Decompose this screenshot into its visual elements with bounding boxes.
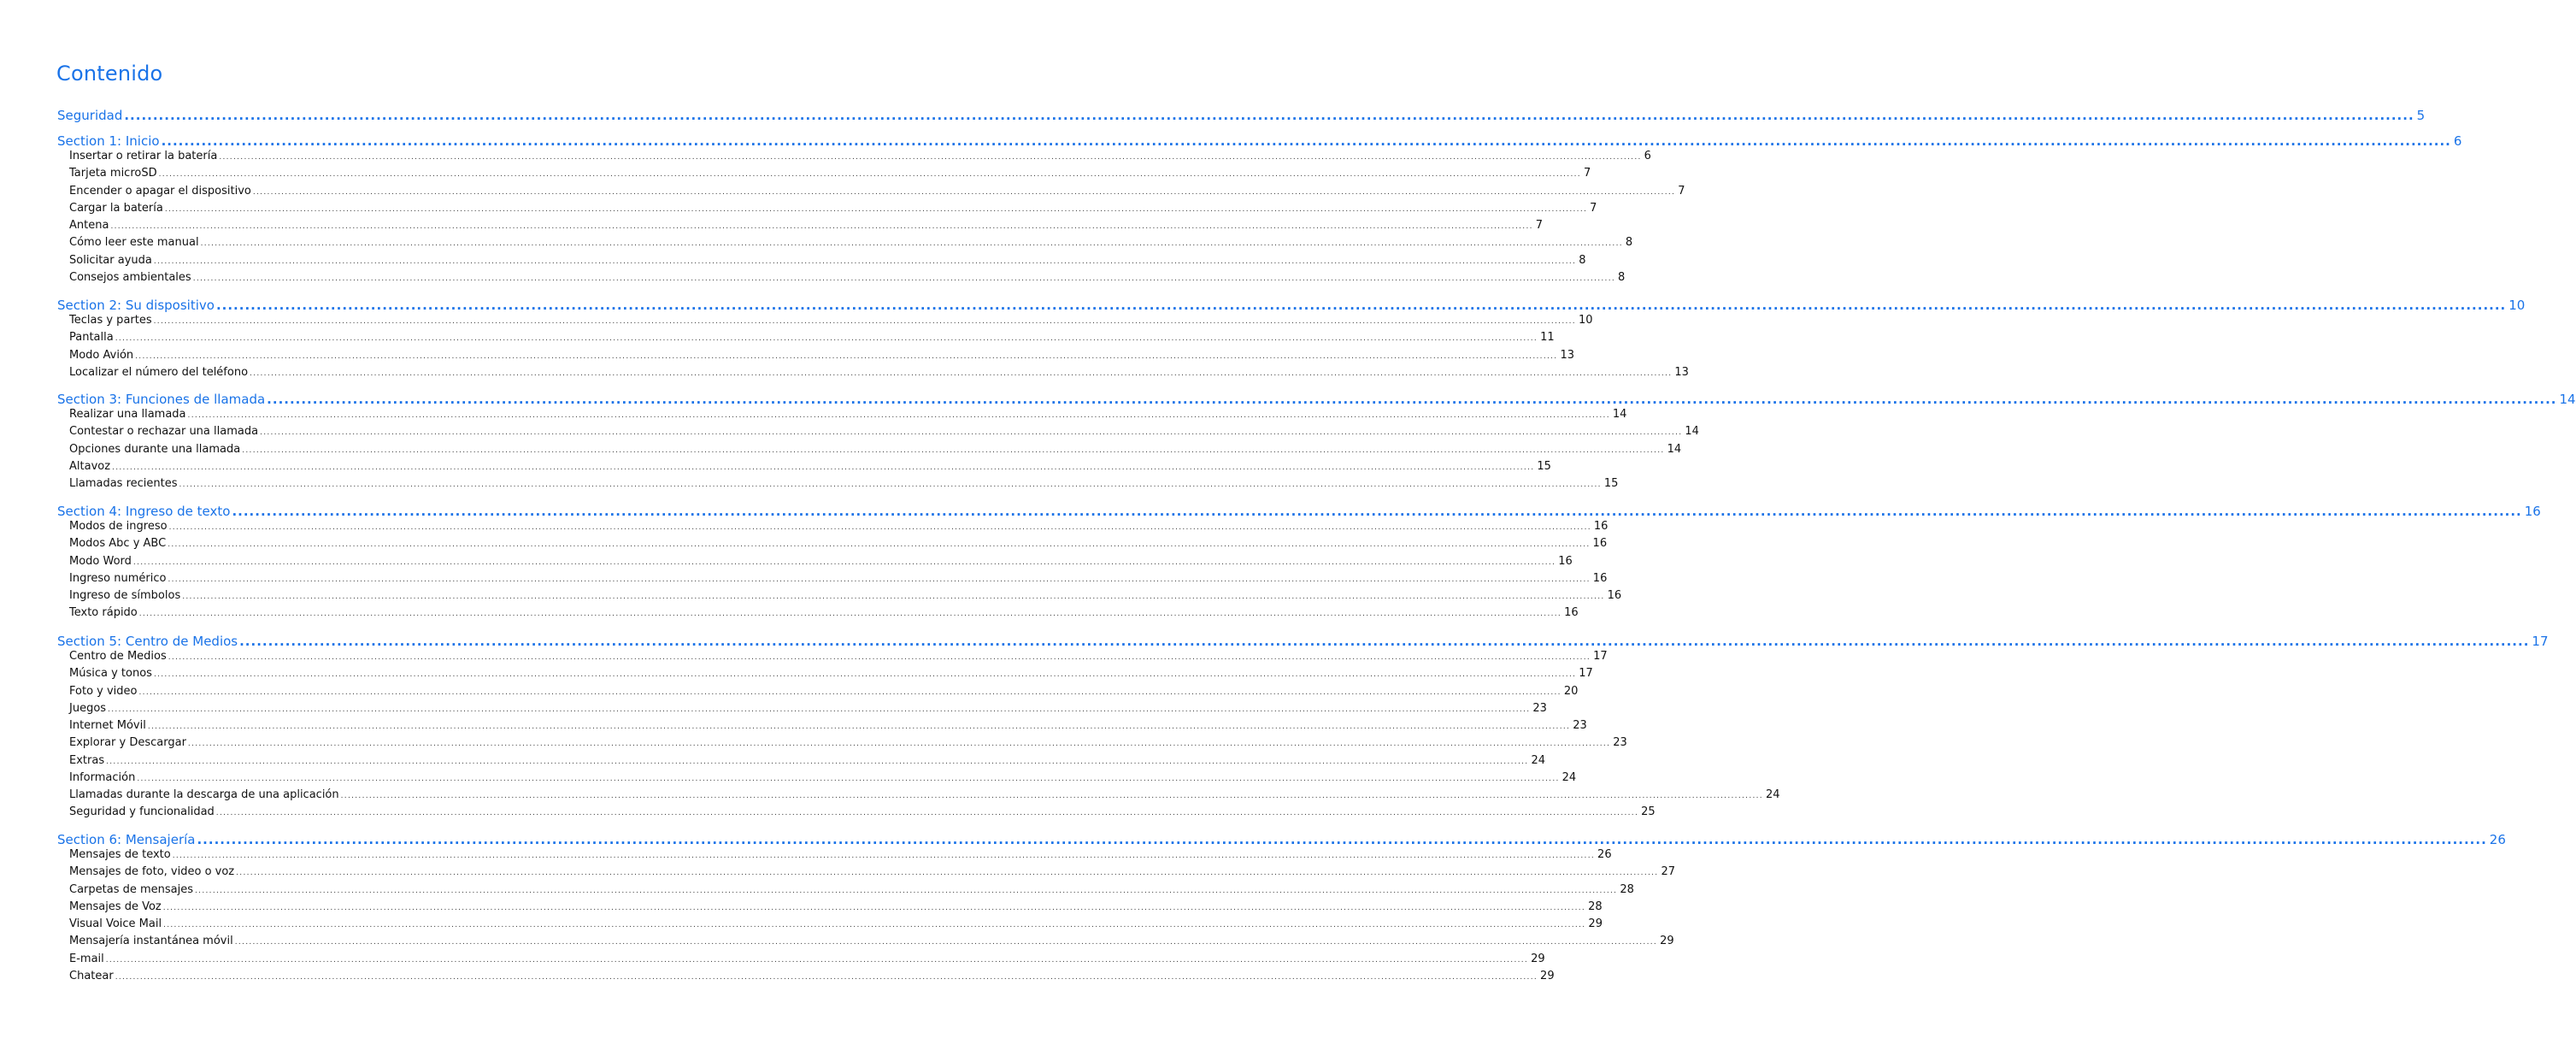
subsection-title: Carpetas de mensajes [69, 882, 194, 896]
subsection-title: Música y tonos [69, 667, 152, 681]
dot-leader: ................................................................................................................................................................................................................................................................................................................................................................................................................ [179, 481, 1602, 489]
subsection-title: Seguridad y funcionalidad [69, 805, 215, 819]
section-title: Section 1: Inicio [57, 133, 160, 149]
subsection-page-number: 20 [1563, 684, 1579, 698]
section-page-number: 10 [2508, 298, 2526, 313]
dot-leader: ................................................................................................................................................................................................................................................................................................................................................................................................................ [215, 298, 2507, 313]
subsection-page-number: 16 [1592, 571, 1608, 585]
subsection-page-number: 24 [1531, 753, 1545, 767]
toc-section-entry[interactable] [0, 831, 2506, 848]
subsection-title: Modo Avión [69, 348, 134, 362]
section-title: Section 5: Centro de Medios [57, 634, 238, 649]
dot-leader: ................................................................................................................................................................................................................................................................................................................................................................................................................ [138, 610, 1562, 619]
toc-subsection-entry[interactable] [0, 313, 1593, 328]
toc-subsection-entry[interactable] [0, 149, 1651, 164]
subsection-title: Modo Word [69, 554, 132, 568]
toc-subsection-entry[interactable] [0, 365, 1689, 381]
subsection-page-number: 16 [1592, 537, 1608, 551]
dot-leader: ................................................................................................................................................................................................................................................................................................................................................................................................................ [340, 792, 1763, 800]
dot-leader: ................................................................................................................................................................................................................................................................................................................................................................................................................ [161, 133, 2451, 149]
toc-section-entry[interactable] [0, 633, 2549, 650]
dot-leader: ................................................................................................................................................................................................................................................................................................................................................................................................................ [137, 774, 1560, 783]
dot-leader: ................................................................................................................................................................................................................................................................................................................................................................................................................ [242, 445, 1665, 455]
subsection-title: Teclas y partes [69, 314, 152, 327]
subsection-title: Mensajería instantánea móvil [69, 935, 233, 948]
dot-leader: ................................................................................................................................................................................................................................................................................................................................................................................................................ [195, 886, 1618, 895]
subsection-page-number: 13 [1674, 365, 1689, 379]
dot-leader: ................................................................................................................................................................................................................................................................................................................................................................................................................ [106, 757, 1529, 766]
dot-leader: ................................................................................................................................................................................................................................................................................................................................................................................................................ [158, 170, 1581, 180]
subsection-page-number: 6 [1644, 150, 1651, 162]
subsection-title: Solicitar ayuda [69, 253, 152, 267]
toc-subsection-entry[interactable] [0, 442, 1682, 457]
subsection-page-number: 27 [1661, 865, 1676, 879]
subsection-title: Llamadas durante la descarga de una aplicación [69, 788, 339, 801]
dot-leader: ................................................................................................................................................................................................................................................................................................................................................................................................................ [162, 903, 1586, 912]
subsection-page-number: 29 [1540, 969, 1555, 982]
toc-subsection-entry[interactable] [0, 718, 1587, 734]
dot-leader: ................................................................................................................................................................................................................................................................................................................................................................................................................ [197, 832, 2487, 847]
subsection-title: Antena [69, 219, 109, 232]
subsection-title: Tarjeta microSD [69, 167, 157, 180]
subsection-title: Llamadas recientes [69, 477, 178, 490]
dot-leader: ................................................................................................................................................................................................................................................................................................................................................................................................................ [232, 504, 2522, 519]
section-page-number: 6 [2453, 133, 2462, 149]
subsection-page-number: 23 [1532, 701, 1547, 715]
toc-subsection-entry[interactable] [0, 201, 1597, 216]
subsection-page-number: 8 [1579, 253, 1586, 267]
toc-subsection-entry[interactable] [0, 788, 1780, 803]
toc-subsection-entry[interactable] [0, 882, 1634, 898]
dot-leader: ................................................................................................................................................................................................................................................................................................................................................................................................................ [168, 653, 1591, 662]
toc-subsection-entry[interactable] [0, 330, 1555, 345]
toc-subsection-entry[interactable] [0, 235, 1633, 251]
subsection-page-number: 8 [1625, 236, 1633, 250]
dot-leader: ................................................................................................................................................................................................................................................................................................................................................................................................................ [153, 317, 1576, 326]
toc-subsection-entry[interactable] [0, 519, 1609, 534]
subsection-title: Foto y video [69, 684, 138, 698]
toc-subsection-entry[interactable] [0, 459, 1551, 475]
subsection-page-number: 17 [1579, 667, 1593, 681]
subsection-page-number: 29 [1531, 952, 1545, 965]
subsection-page-number: 13 [1560, 348, 1575, 362]
dot-leader: ................................................................................................................................................................................................................................................................................................................................................................................................................ [239, 634, 2530, 649]
subsection-page-number: 16 [1564, 606, 1579, 620]
subsection-page-number: 7 [1583, 167, 1591, 180]
section-page-number: 14 [2559, 392, 2576, 407]
dot-leader: ................................................................................................................................................................................................................................................................................................................................................................................................................ [182, 593, 1605, 601]
subsection-title: Realizar una llamada [69, 408, 186, 421]
subsection-title: Ingreso numérico [69, 571, 167, 585]
subsection-title: Consejos ambientales [69, 270, 191, 284]
dot-leader: ................................................................................................................................................................................................................................................................................................................................................................................................................ [105, 955, 1529, 965]
dot-leader: ................................................................................................................................................................................................................................................................................................................................................................................................................ [219, 153, 1642, 162]
subsection-page-number: 15 [1537, 459, 1551, 473]
toc-subsection-entry[interactable] [0, 666, 1593, 681]
dot-leader: ................................................................................................................................................................................................................................................................................................................................................................................................................ [110, 222, 1533, 231]
subsection-title: Ingreso de símbolos [69, 589, 181, 602]
subsection-page-number: 29 [1588, 917, 1603, 930]
subsection-page-number: 24 [1561, 770, 1577, 784]
toc-subsection-entry[interactable] [0, 571, 1608, 587]
subsection-page-number: 28 [1620, 882, 1634, 896]
dot-leader: ................................................................................................................................................................................................................................................................................................................................................................................................................ [138, 687, 1561, 697]
subsection-title: Mensajes de foto, video o voz [69, 865, 235, 879]
toc-subsection-entry[interactable] [0, 218, 1544, 233]
dot-leader: ................................................................................................................................................................................................................................................................................................................................................................................................................ [187, 740, 1611, 749]
subsection-title: Altavoz [69, 459, 111, 473]
subsection-title: Modos de ingreso [69, 520, 168, 533]
toc-subsection-entry[interactable] [0, 735, 1627, 751]
section-page-number: 16 [2524, 504, 2541, 519]
subsection-title: Opciones durante una llamada [69, 442, 241, 456]
toc-subsection-entry[interactable] [0, 407, 1627, 422]
toc-subsection-entry[interactable] [0, 847, 1612, 863]
dot-leader: ................................................................................................................................................................................................................................................................................................................................................................................................................ [250, 369, 1673, 378]
subsection-page-number: 14 [1667, 442, 1682, 456]
subsection-title: Explorar y Descargar [69, 736, 186, 750]
subsection-title: Mensajes de texto [69, 848, 171, 861]
subsection-title: Pantalla [69, 331, 114, 345]
subsection-page-number: 23 [1573, 719, 1587, 732]
toc-subsection-entry[interactable] [0, 753, 1545, 769]
subsection-page-number: 26 [1597, 848, 1612, 861]
toc-subsection-entry[interactable] [0, 348, 1575, 363]
toc-subsection-entry[interactable] [0, 536, 1608, 552]
dot-leader: ................................................................................................................................................................................................................................................................................................................................................................................................................ [115, 334, 1538, 344]
subsection-title: Localizar el número del teléfono [69, 365, 249, 379]
subsection-title: Centro de Medios [69, 650, 167, 663]
subsection-page-number: 8 [1618, 270, 1626, 284]
dot-leader: ................................................................................................................................................................................................................................................................................................................................................................................................................ [153, 257, 1577, 266]
toc-section-entry[interactable] [0, 391, 2576, 408]
toc-subsection-entry[interactable] [0, 270, 1626, 286]
dot-leader: ................................................................................................................................................................................................................................................................................................................................................................................................................ [267, 392, 2557, 407]
dot-leader: ................................................................................................................................................................................................................................................................................................................................................................................................................ [200, 239, 1623, 249]
section-title: Section 4: Ingreso de texto [57, 504, 231, 519]
subsection-page-number: 17 [1593, 650, 1608, 663]
dot-leader: ................................................................................................................................................................................................................................................................................................................................................................................................................ [147, 723, 1571, 731]
subsection-page-number: 7 [1535, 219, 1544, 232]
subsection-page-number: 28 [1588, 900, 1603, 913]
dot-leader: ................................................................................................................................................................................................................................................................................................................................................................................................................ [135, 351, 1558, 361]
dot-leader: ................................................................................................................................................................................................................................................................................................................................................................................................................ [215, 809, 1639, 818]
toc-subsection-entry[interactable] [0, 253, 1586, 268]
dot-leader: ................................................................................................................................................................................................................................................................................................................................................................................................................ [236, 869, 1659, 878]
toc-subsection-entry[interactable] [0, 952, 1545, 967]
subsection-title: Modos Abc y ABC [69, 537, 167, 551]
section-page-number: 26 [2489, 832, 2506, 847]
toc-subsection-entry[interactable] [0, 554, 1573, 569]
subsection-title: Insertar o retirar la batería [69, 150, 218, 162]
dot-leader: ................................................................................................................................................................................................................................................................................................................................................................................................................ [112, 463, 1535, 472]
subsection-page-number: 29 [1660, 935, 1674, 948]
subsection-title: Mensajes de Voz [69, 900, 162, 913]
toc-subsection-entry[interactable] [0, 424, 1699, 440]
subsection-page-number: 16 [1593, 520, 1609, 533]
subsection-title: Texto rápido [69, 606, 138, 620]
subsection-page-number: 16 [1607, 589, 1622, 602]
toc-subsection-entry[interactable] [0, 184, 1685, 199]
toc-subsection-entry[interactable] [0, 900, 1603, 915]
subsection-title: Cargar la batería [69, 201, 163, 215]
subsection-title: Encender o apagar el dispositivo [69, 184, 251, 198]
subsection-page-number: 14 [1685, 425, 1699, 439]
dot-leader: ................................................................................................................................................................................................................................................................................................................................................................................................................ [115, 972, 1538, 982]
dot-leader: ................................................................................................................................................................................................................................................................................................................................................................................................................ [168, 540, 1591, 550]
toc-section-entry[interactable] [0, 297, 2526, 314]
dot-leader: ................................................................................................................................................................................................................................................................................................................................................................................................................ [192, 274, 1616, 283]
page-title: Contenido [56, 62, 163, 86]
subsection-page-number: 7 [1678, 184, 1685, 198]
subsection-title: Información [69, 770, 136, 784]
toc-subsection-entry[interactable] [0, 649, 1608, 664]
section-title: Section 6: Mensajería [57, 832, 196, 847]
toc-section-entry[interactable] [0, 133, 2462, 150]
toc-subsection-entry[interactable] [0, 166, 1591, 181]
subsection-title: Internet Móvil [69, 719, 146, 732]
subsection-title: E-mail [69, 952, 104, 965]
subsection-page-number: 15 [1603, 477, 1619, 490]
toc-subsection-entry[interactable] [0, 917, 1603, 932]
dot-leader: ................................................................................................................................................................................................................................................................................................................................................................................................................ [153, 670, 1577, 680]
toc-subsection-entry[interactable] [0, 476, 1619, 492]
subsection-title: Chatear [69, 969, 114, 982]
subsection-page-number: 25 [1641, 805, 1656, 819]
section-title: Section 3: Funciones de llamada [57, 392, 266, 407]
subsection-page-number: 10 [1578, 314, 1593, 327]
dot-leader: ................................................................................................................................................................................................................................................................................................................................................................................................................ [163, 921, 1586, 929]
toc-subsection-entry[interactable] [0, 588, 1622, 604]
subsection-title: Extras [69, 753, 105, 767]
toc-subsection-entry[interactable] [0, 805, 1656, 820]
dot-leader: ................................................................................................................................................................................................................................................................................................................................................................................................................ [164, 204, 1588, 214]
subsection-title: Visual Voice Mail [69, 917, 162, 930]
dot-leader: ................................................................................................................................................................................................................................................................................................................................................................................................................ [108, 705, 1531, 714]
dot-leader: ................................................................................................................................................................................................................................................................................................................................................................................................................ [168, 523, 1591, 532]
toc-subsection-entry[interactable] [0, 605, 1579, 621]
subsection-page-number: 14 [1612, 408, 1627, 421]
subsection-page-number: 16 [1558, 554, 1573, 568]
subsection-page-number: 7 [1590, 201, 1597, 215]
section-page-number: 5 [2416, 108, 2426, 123]
subsection-title: Contestar o rechazar una llamada [69, 425, 259, 439]
toc-subsection-entry[interactable] [0, 770, 1577, 786]
subsection-page-number: 11 [1540, 331, 1555, 345]
subsection-title: Juegos [69, 701, 107, 715]
section-title: Section 2: Su dispositivo [57, 298, 215, 313]
toc-subsection-entry[interactable] [0, 969, 1555, 984]
toc-section-entry[interactable] [0, 107, 2426, 124]
toc-subsection-entry[interactable] [0, 934, 1674, 949]
subsection-page-number: 23 [1613, 736, 1627, 750]
dot-leader: ................................................................................................................................................................................................................................................................................................................................................................................................................ [172, 852, 1596, 860]
toc-subsection-entry[interactable] [0, 684, 1579, 699]
dot-leader: ................................................................................................................................................................................................................................................................................................................................................................................................................ [187, 411, 1610, 420]
toc-subsection-entry[interactable] [0, 701, 1547, 717]
dot-leader: ................................................................................................................................................................................................................................................................................................................................................................................................................ [252, 187, 1676, 197]
dot-leader: ................................................................................................................................................................................................................................................................................................................................................................................................................ [234, 938, 1658, 947]
dot-leader: ................................................................................................................................................................................................................................................................................................................................................................................................................ [168, 575, 1591, 584]
subsection-title: Cómo leer este manual [69, 236, 199, 250]
subsection-page-number: 24 [1765, 788, 1780, 801]
dot-leader: ................................................................................................................................................................................................................................................................................................................................................................................................................ [132, 557, 1556, 567]
toc-subsection-entry[interactable] [0, 864, 1676, 880]
toc-section-entry[interactable] [0, 503, 2541, 520]
dot-leader: ................................................................................................................................................................................................................................................................................................................................................................................................................ [260, 428, 1683, 438]
section-title: Seguridad [57, 108, 123, 123]
dot-leader: ................................................................................................................................................................................................................................................................................................................................................................................................................ [124, 108, 2414, 123]
section-page-number: 17 [2532, 634, 2549, 649]
